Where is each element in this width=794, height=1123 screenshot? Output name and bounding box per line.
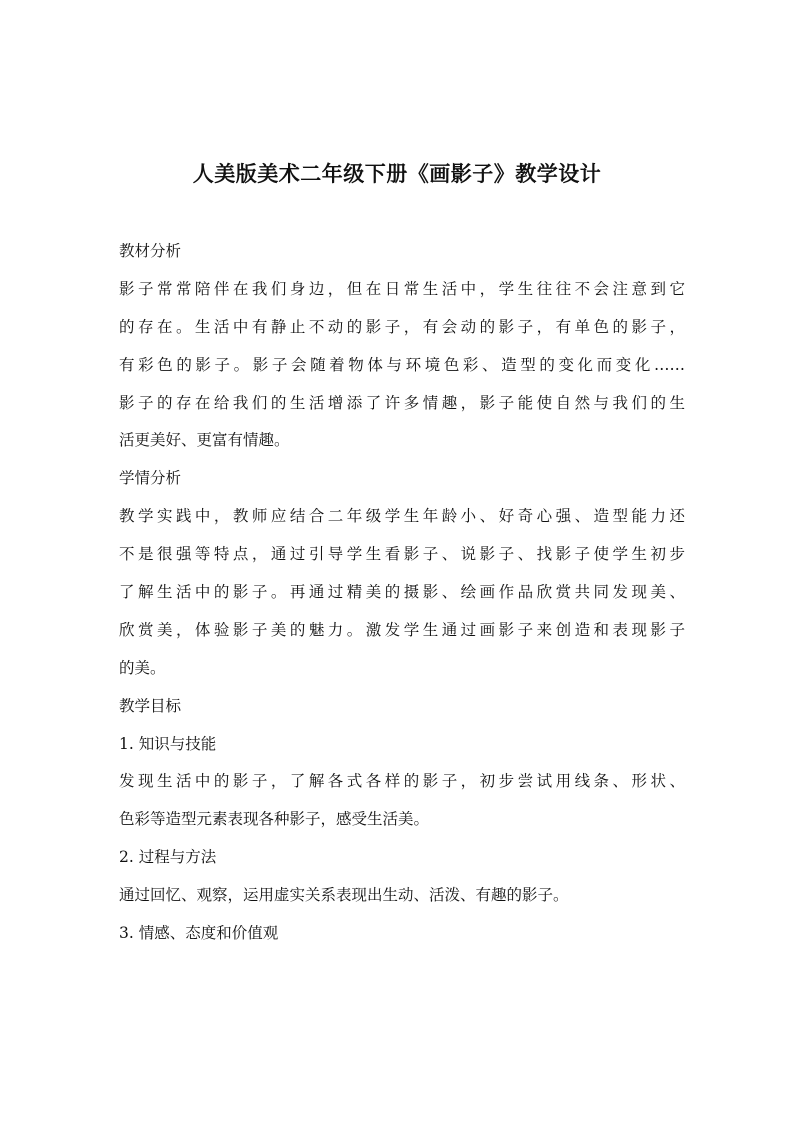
body-line: 活更美好、更富有情趣。: [119, 431, 290, 450]
body-line: 的美。: [119, 658, 166, 677]
body-line: 影子常常陪伴在我们身边，但在日常生活中，学生往往不会注意到它: [119, 279, 685, 298]
body-line: 教学实践中，教师应结合二年级学生年龄小、好奇心强、造型能力还: [119, 507, 685, 526]
body-line: 了解生活中的影子。再通过精美的摄影、绘画作品欣赏共同发现美、: [119, 583, 685, 602]
body-line: 影子的存在给我们的生活增添了许多情趣，影子能使自然与我们的生: [119, 393, 685, 412]
body-line: 的存在。生活中有静止不动的影子，有会动的影子，有单色的影子，: [119, 317, 685, 336]
body-line: 色彩等造型元素表现各种影子，感受生活美。: [119, 810, 430, 829]
body-line: 不是很强等特点，通过引导学生看影子、说影子、找影子使学生初步: [119, 545, 685, 564]
body-line: 学情分析: [119, 469, 182, 488]
body-line: 教材分析: [119, 242, 182, 260]
body-line: 通过回忆、观察，运用虚实关系表现出生动、活泼、有趣的影子。: [119, 886, 569, 905]
body-line: 教学目标: [119, 696, 182, 715]
body-line: 发现生活中的影子，了解各式各样的影子，初步尝试用线条、形状、: [119, 772, 685, 791]
document-body: [119, 233, 685, 953]
body-line: 2. 过程与方法: [119, 848, 217, 867]
body-line: 有彩色的影子。影子会随着物体与环境色彩、造型的变化而变化……: [119, 355, 685, 374]
body-line: 欣赏美，体验影子美的魅力。激发学生通过画影子来创造和表现影子: [119, 620, 685, 639]
document-title: 人美版美术二年级下册《画影子》教学设计: [192, 162, 602, 186]
body-line: 3. 情感、态度和价值观: [119, 924, 279, 943]
body-line: 1. 知识与技能: [119, 734, 217, 753]
